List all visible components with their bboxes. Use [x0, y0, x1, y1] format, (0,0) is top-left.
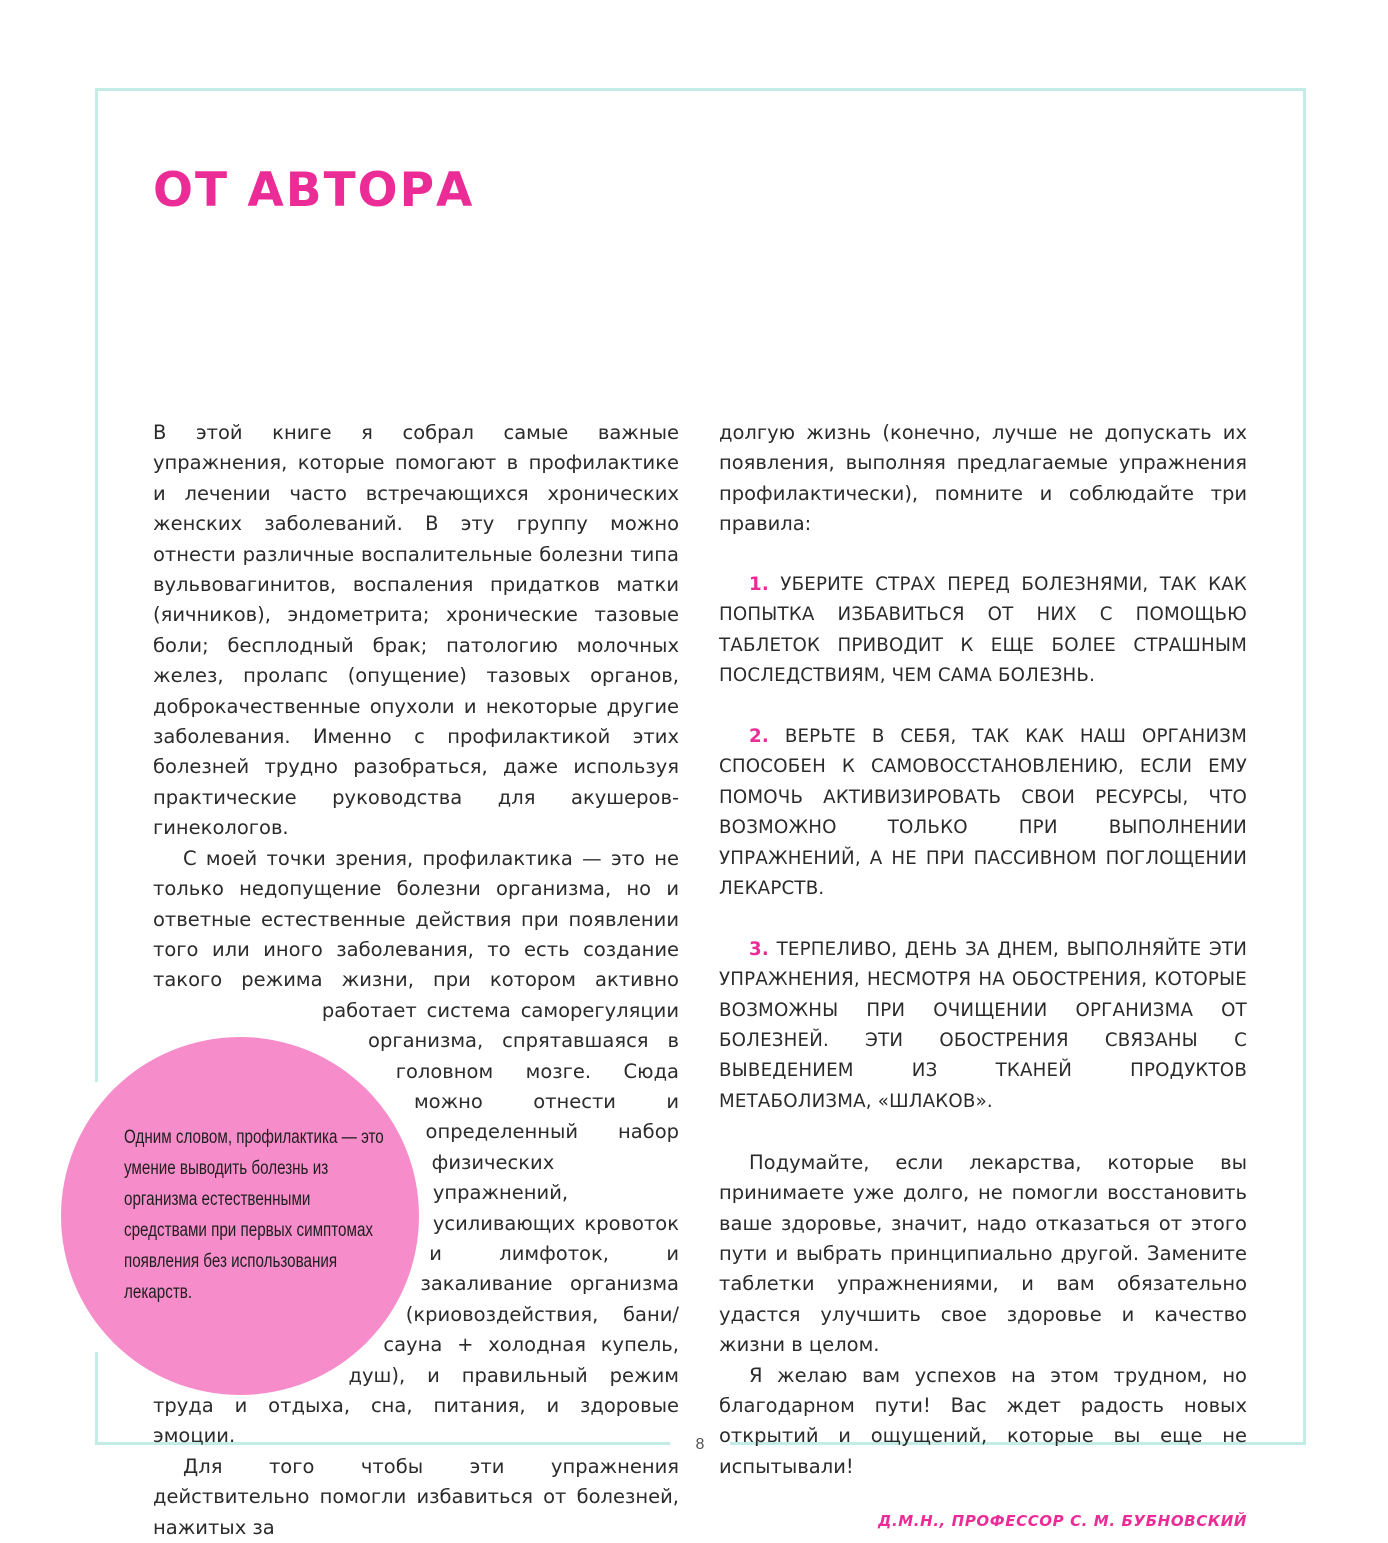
author-signature: Д.М.Н., ПРОФЕССОР С. М. БУБНОВСКИЙ — [878, 1512, 1247, 1531]
rule-3-text: ТЕРПЕЛИВО, ДЕНЬ ЗА ДНЕМ, ВЫПОЛНЯЙТЕ ЭТИ УПРАЖНЕНИЯ, НЕСМОТРЯ НА ОБОСТРЕНИЯ, КОТОРЫЕ ВОЗМОЖНЫ ПРИ ОЧИЩЕНИИ ОРГАНИЗМА ОТ БОЛЕЗНЕЙ. ЭТИ ОБОСТРЕНИЯ СВЯЗАНЫ С ВЫВЕДЕНИЕМ ИЗ ТКАНЕЙ ПРОДУКТОВ МЕТАБОЛИЗМА, «ШЛАКОВ». — [719, 938, 1248, 1112]
rule-3 — [719, 935, 1247, 1117]
continued-paragraph: долгую жизнь (конечно, лучше не допускать их появления, выполняя предлагаемые упражнения профилактически), помните и соблюдайте три правила: — [719, 421, 1247, 536]
rule-2-text: ВЕРЬТЕ В СЕБЯ, ТАК КАК НАШ ОРГАНИЗМ СПОСОБЕН К САМОВОССТАНОВЛЕНИЮ, ЕСЛИ ЕМУ ПОМОЧЬ АКТИВИЗИРОВАТЬ СВОИ РЕСУРСЫ, ЧТО ВОЗМОЖНО ТОЛЬКО ПРИ ВЫПОЛНЕНИИ УПРАЖНЕНИЙ, А НЕ ПРИ ПАССИВНОМ ПОГЛОЩЕНИИ ЛЕКАРСТВ. — [719, 726, 1247, 900]
rule-1-number: 1. — [749, 574, 769, 596]
rule-2 — [719, 722, 1247, 904]
prevention-paragraph-text: С моей точки зрения, профилактика — это не только недопущение болезни организма, но и ответные естественные действия при появлении того или иного заболевания, то есть создание такого режима жизни, при котором активно работает система саморегуляции организма, спрятавшаяся в головном мозге. Сюда можно отнести и определенный набор физических упражнений, усиливающих кровоток и лимфоток, и закаливание организма (криовоздействия, бани/сауна + холодная купель, душ), и правильный режим труда и отдыха, сна, питания, и здоровые эмоции. — [153, 846, 679, 1448]
closing-paragraph-1: Подумайте, если лекарства, которые вы принимаете уже долго, не помогли восстановить ваше здоровье, значит, надо отказаться от этого пути и выбрать принципиально другой. Замените таблетки упражнениями, и вам обязательно удастся улучшить свое здоровье и качество жизни в целом. — [719, 1150, 1247, 1357]
frame-top-border — [95, 88, 1306, 91]
closing-paragraph-2: Я желаю вам успехов на этом трудном, но благодарном пути! Вас ждет радость новых открытий и ощущений, которые вы еще не испытывали! — [719, 1363, 1247, 1478]
rule-2-number: 2. — [749, 726, 769, 748]
rule-1 — [719, 570, 1247, 692]
rule-3-number: 3. — [749, 938, 769, 960]
callout-text: Одним словом, профилактика — это умение выводить болезнь из организма естественными средствами при первых симптомах появления без использования лекарств. — [124, 1127, 384, 1303]
exercises-paragraph: Для того чтобы эти упражнения действительно помогли избавиться от болезней, нажитых за — [153, 1454, 679, 1539]
intro-paragraph: В этой книге я собрал самые важные упражнения, которые помогают в профилактике и лечении часто встречающихся хронических женских заболеваний. В эту группу можно отнести различные воспалительные болезни типа вульвовагинитов, воспаления придатков матки (яичников), эндометрита; хронические тазовые боли; бесплодный брак; патологию молочных желез, пролапс (опущение) тазовых органов, доброкачественные опухоли и некоторые другие заболевания. Именно с профилактикой этих болезней трудно разобраться, даже используя практические руководства для акушеров-гинекологов. — [153, 421, 679, 840]
right-column — [719, 418, 1247, 1537]
frame-left-border — [95, 88, 98, 1082]
page-title: ОТ АВТОРА — [153, 163, 475, 218]
frame-right-border — [1303, 88, 1306, 1445]
frame-left-border-lower — [95, 1352, 98, 1445]
rule-1-text: УБЕРИТЕ СТРАХ ПЕРЕД БОЛЕЗНЯМИ, ТАК КАК ПОПЫТКА ИЗБАВИТЬСЯ ОТ НИХ С ПОМОЩЬЮ ТАБЛЕТОК ПРИВОДИТ К ЕЩЕ БОЛЕЕ СТРАШНЫМ ПОСЛЕДСТВИЯМ, ЧЕМ САМА БОЛЕЗНЬ. — [719, 574, 1247, 687]
page-number: 8 — [695, 1436, 705, 1453]
